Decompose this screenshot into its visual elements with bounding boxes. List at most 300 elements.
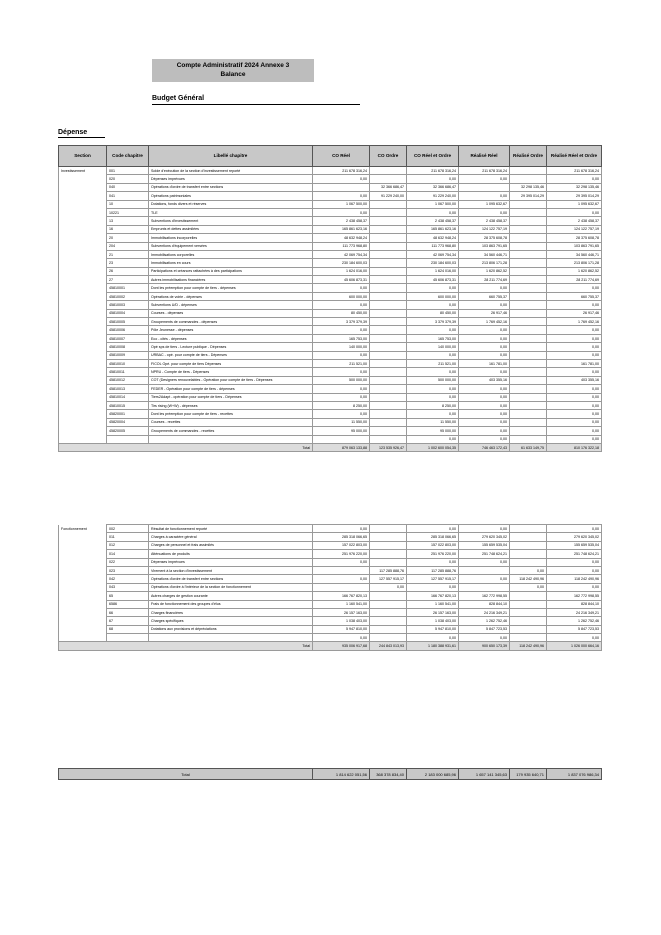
chapter-label-cell: Groupements de commandes - recettes [149,427,313,435]
chapter-code-cell: 023 [107,566,149,574]
amount-cell: 0,00 [459,410,510,418]
amount-cell: 166 767 820,13 [313,592,370,600]
amount-cell: 828 844,10 [547,600,602,608]
section-cell [59,292,107,300]
section-cell [59,343,107,351]
amount-cell: 0,00 [407,284,459,292]
header-cell: Section [59,146,107,167]
amount-cell: 1 095 632,67 [547,200,602,208]
chapter-label-cell: Autres immobilisations financières [149,276,313,284]
table-row [59,401,602,409]
total-row [59,642,602,650]
amount-cell [370,410,407,418]
amount-cell: 2 438 458,37 [459,217,510,225]
amount-cell: 211 521,00 [407,359,459,367]
table-row [59,525,602,533]
amount-cell: 0,00 [407,410,459,418]
amount-cell [510,200,547,208]
investissement-table [58,145,602,452]
chapter-code-cell: 21 [107,250,149,258]
amount-cell: 279 620 345,02 [547,533,602,541]
section-cell [59,558,107,566]
amount-cell: 0,00 [547,284,602,292]
amount-cell: 0,00 [547,401,602,409]
table-row [59,267,602,275]
grand-total-table [58,768,602,780]
chapter-label-cell: Frais de fonctionnement des groupes d'élus [149,600,313,608]
amount-cell [510,393,547,401]
amount-cell: 0,00 [547,301,602,309]
amount-cell [510,385,547,393]
amount-cell: 11 550,00 [407,418,459,426]
amount-cell: 0,00 [547,410,602,418]
table-row [59,410,602,418]
chapter-code-cell: 043 [107,583,149,591]
amount-cell: 600 000,00 [407,292,459,300]
chapter-label-cell: Immobilisations corporelles [149,250,313,258]
amount-cell: 0,00 [407,634,459,642]
chapter-label-cell [149,634,313,642]
amount-cell [370,318,407,326]
amount-cell [370,208,407,216]
amount-cell: 0,00 [313,326,370,334]
section-cell [59,435,107,443]
amount-cell: 1 067 500,00 [313,200,370,208]
amount-cell: 0,00 [407,435,459,443]
amount-cell: 0,00 [459,208,510,216]
amount-cell: 0,00 [313,575,370,583]
amount-cell: 0,00 [510,583,547,591]
table-row [59,326,602,334]
amount-cell: 0,00 [547,326,602,334]
amount-cell: 403 355,16 [459,376,510,384]
amount-cell: 48 632 948,24 [407,234,459,242]
table-row [59,200,602,208]
section-cell: Investissement [59,167,107,175]
amount-cell: 0,00 [547,175,602,183]
amount-cell [313,183,370,191]
amount-cell: 0,00 [547,427,602,435]
amount-cell: 0,00 [459,435,510,443]
amount-cell [370,608,407,616]
chapter-label-cell: Solde d'exécution de la section d'investissement reporté [149,167,313,175]
amount-cell [510,376,547,384]
amount-cell: 213 806 171,28 [459,259,510,267]
chapter-code-cell: 45810003 [107,301,149,309]
report-title-box [152,59,314,82]
amount-cell: 2 438 458,37 [313,217,370,225]
amount-cell [370,326,407,334]
chapter-code-cell: 011 [107,533,149,541]
amount-cell: 91 229 240,00 [407,192,459,200]
table-row [59,234,602,242]
amount-cell [510,250,547,258]
amount-cell [510,410,547,418]
chapter-code-cell: 45810001 [107,284,149,292]
amount-cell: 0,00 [459,326,510,334]
chapter-label-cell: Dotations aux provisions et dépréciations [149,625,313,633]
amount-cell: 211 521,00 [313,359,370,367]
amount-cell [370,385,407,393]
amount-cell [510,351,547,359]
amount-cell: 45 606 873,31 [313,276,370,284]
section-cell [59,376,107,384]
chapter-label-cell: Courses - dépenses [149,309,313,317]
chapter-label-cell: Charges de personnel et frais assimilés [149,541,313,549]
header-cell: Code chapitre [107,146,149,167]
amount-cell: 0,00 [547,343,602,351]
chapter-code-cell: 020 [107,175,149,183]
amount-cell: 660 755,37 [459,292,510,300]
amount-cell: 1 620 862,52 [547,267,602,275]
table-row [59,541,602,549]
amount-cell: 42 069 754,34 [313,250,370,258]
amount-cell [510,167,547,175]
amount-cell: 0,00 [313,351,370,359]
section-cell [59,351,107,359]
amount-cell: 0,00 [407,583,459,591]
amount-cell: 11 550,00 [313,418,370,426]
amount-cell: 111 773 968,80 [407,242,459,250]
amount-cell: 0,00 [459,418,510,426]
chapter-label-cell: Courses - recettes [149,418,313,426]
amount-cell: 118 242 490,96 [510,575,547,583]
table-row [59,385,602,393]
total-cell: 244 843 013,93 [370,642,407,650]
amount-cell [370,427,407,435]
amount-cell: 1 620 862,52 [459,267,510,275]
chapter-code-cell: 204 [107,242,149,250]
total-cell: 1 180 388 931,61 [407,642,459,650]
chapter-label-cell: Dont les préemption pour compte de tiers - recettes [149,410,313,418]
amount-cell: 24 216 349,21 [459,608,510,616]
amount-cell [510,175,547,183]
table-row [59,276,602,284]
amount-cell [510,550,547,558]
chapter-label-cell: FEDER - Opération pour compte de tiers - dépenses [149,385,313,393]
amount-cell: 5 847 723,53 [547,625,602,633]
report-title-line2: Balance [220,71,246,78]
amount-cell: 0,00 [459,175,510,183]
amount-cell [510,359,547,367]
chapter-label-cell: Immobilisations en cours [149,259,313,267]
amount-cell [370,541,407,549]
amount-cell: 1 160 541,00 [407,600,459,608]
chapter-code-cell: 13 [107,217,149,225]
amount-cell: 103 863 791,65 [547,242,602,250]
chapter-label-cell: Opérations d'ordre de transfert entre sections [149,183,313,191]
amount-cell: 155 659 535,04 [547,541,602,549]
amount-cell [510,276,547,284]
amount-cell: 28 211 774,69 [547,276,602,284]
amount-cell [370,276,407,284]
report-title: Compte Administratif 2024 Annexe 3 [176,62,290,69]
section-cell [59,242,107,250]
total-cell: 1 002 600 054,35 [407,443,459,451]
amount-cell: 29 395 014,29 [547,192,602,200]
amount-cell [510,259,547,267]
amount-cell: 0,00 [313,208,370,216]
amount-cell: 2 438 458,37 [547,217,602,225]
chapter-code-cell: 014 [107,550,149,558]
amount-cell: 1 067 500,00 [407,200,459,208]
amount-cell: 251 748 624,21 [459,550,510,558]
amount-cell: 0,00 [313,368,370,376]
amount-cell: 1 095 632,67 [459,200,510,208]
chapter-code-cell: 45810015 [107,401,149,409]
section-cell [59,427,107,435]
chapter-code-cell: 45810004 [107,309,149,317]
section-cell [59,385,107,393]
grand-total-cell: 368 378 834,40 [370,769,407,780]
amount-cell: 140 000,00 [313,343,370,351]
amount-cell: 2 438 458,37 [407,217,459,225]
amount-cell: 0,00 [459,634,510,642]
amount-cell: 0,00 [459,343,510,351]
amount-cell: 600 000,00 [313,292,370,300]
table-row [59,625,602,633]
amount-cell: 0,00 [459,393,510,401]
section-cell [59,533,107,541]
amount-cell [370,359,407,367]
chapter-label-cell: Emprunts et dettes assimilées [149,225,313,233]
amount-cell [510,592,547,600]
amount-cell [510,427,547,435]
table-row [59,583,602,591]
amount-cell: 0,00 [459,401,510,409]
chapter-code-cell: 45810006 [107,326,149,334]
chapter-code-cell: 27 [107,276,149,284]
amount-cell: 3 379 379,39 [407,318,459,326]
amount-cell: 0,00 [407,175,459,183]
amount-cell [510,600,547,608]
table-row [59,242,602,250]
amount-cell [510,343,547,351]
table-row [59,301,602,309]
chapter-label-cell: Dotations, fonds divers et réserves [149,200,313,208]
section-cell [59,175,107,183]
amount-cell: 0,00 [313,385,370,393]
total-cell: 900 650 173,39 [459,642,510,650]
amount-cell: 161 781,00 [459,359,510,367]
amount-cell: 211 678 316,24 [547,167,602,175]
amount-cell: 1 262 752,46 [547,617,602,625]
chapter-label-cell: Pôle Jeunesse - dépenses [149,326,313,334]
amount-cell: 500 000,00 [313,376,370,384]
amount-cell: 0,00 [547,525,602,533]
amount-cell [313,566,370,574]
amount-cell: 80 450,00 [313,309,370,317]
total-row [59,443,602,451]
amount-cell: 165 861 623,16 [313,225,370,233]
chapter-label-cell: FICOL Opé. pour compte de tiers Dépenses [149,359,313,367]
header-cell: Libellé chapitre [149,146,313,167]
amount-cell: 251 976 220,00 [407,550,459,558]
amount-cell: 165 753,00 [407,334,459,342]
chapter-code-cell: 45810005 [107,318,149,326]
section-cell [59,541,107,549]
amount-cell [510,418,547,426]
table-row [59,351,602,359]
section-cell [59,200,107,208]
amount-cell: 117 285 888,76 [370,566,407,574]
section-cell [59,192,107,200]
chapter-label-cell: Opé sps de tiers - Lecture publique - Dépenses [149,343,313,351]
chapter-label-cell: Opérations d'ordre de transfert entre sections [149,575,313,583]
amount-cell [370,401,407,409]
amount-cell: 0,00 [313,175,370,183]
amount-cell: 165 861 623,16 [407,225,459,233]
table-row [59,592,602,600]
chapter-code-cell: 040 [107,183,149,191]
amount-cell [370,217,407,225]
amount-cell: 0,00 [547,634,602,642]
table-row [59,558,602,566]
amount-cell [510,525,547,533]
table-row [59,334,602,342]
amount-cell [370,533,407,541]
amount-cell: 0,00 [459,334,510,342]
chapter-code-cell: 45810002 [107,292,149,300]
amount-cell: 1 769 452,16 [459,318,510,326]
amount-cell [510,435,547,443]
amount-cell: 5 947 810,00 [407,625,459,633]
total-cell: 1 026 000 664,16 [547,642,602,650]
section-cell [59,634,107,642]
grand-total-label: Total [59,769,313,780]
amount-cell: 0,00 [459,351,510,359]
amount-cell [510,301,547,309]
chapter-code-cell: 65 [107,592,149,600]
amount-cell: 0,00 [547,368,602,376]
section-cell [59,368,107,376]
table-row [59,575,602,583]
amount-cell [510,558,547,566]
grand-total-cell: 179 935 640,71 [510,769,547,780]
section-cell [59,583,107,591]
amount-cell: 0,00 [547,208,602,216]
amount-cell [510,208,547,216]
amount-cell [370,250,407,258]
header-cell: Réalisé Réel [459,146,510,167]
amount-cell: 1 624 016,00 [407,267,459,275]
section-cell: Fonctionnement [59,525,107,533]
amount-cell [510,225,547,233]
amount-cell [370,592,407,600]
amount-cell: 211 678 316,24 [407,167,459,175]
chapter-code-cell: 45810007 [107,334,149,342]
amount-cell [510,541,547,549]
amount-cell [370,334,407,342]
total-cell: 61 633 149,75 [510,443,547,451]
amount-cell [370,292,407,300]
chapter-code-cell: 45820005 [107,427,149,435]
amount-cell: 0,00 [547,393,602,401]
amount-cell [370,267,407,275]
table-row [59,225,602,233]
section-cell [59,592,107,600]
amount-cell: 1 769 452,16 [547,318,602,326]
amount-cell: 0,00 [313,284,370,292]
amount-cell: 5 847 723,53 [459,625,510,633]
chapter-code-cell: 20 [107,234,149,242]
chapter-code-cell: 10 [107,200,149,208]
amount-cell: 165 753,00 [313,334,370,342]
amount-cell: 95 000,00 [407,427,459,435]
grand-total-cell: 1 657 141 345,63 [459,769,510,780]
amount-cell: 3 379 379,39 [313,318,370,326]
amount-cell: 230 184 600,03 [313,259,370,267]
chapter-label-cell: Autres charges de gestion courante [149,592,313,600]
amount-cell: 103 863 791,65 [459,242,510,250]
amount-cell: 0,00 [407,393,459,401]
amount-cell: 0,00 [547,583,602,591]
amount-cell: 80 450,00 [407,309,459,317]
table-row [59,292,602,300]
chapter-label-cell: Atténuations de produits [149,550,313,558]
amount-cell [370,234,407,242]
amount-cell [459,566,510,574]
amount-cell: 0,00 [407,525,459,533]
amount-cell: 285 318 066,65 [407,533,459,541]
section-heading: Dépense [58,129,105,138]
amount-cell: 211 678 316,24 [313,167,370,175]
chapter-code-cell: 001 [107,167,149,175]
amount-cell: 26 917,46 [547,309,602,317]
grand-total-cell: 1 814 622 051,56 [313,769,370,780]
chapter-label-cell: Tirs rising (W+W) - dépenses [149,401,313,409]
section-cell [59,301,107,309]
amount-cell: 0,00 [459,301,510,309]
chapter-code-cell: 002 [107,525,149,533]
amount-cell: 42 069 754,34 [407,250,459,258]
table-row [59,550,602,558]
amount-cell: 124 122 757,19 [547,225,602,233]
budget-heading: Budget Général [152,95,360,105]
chapter-code-cell: 042 [107,575,149,583]
amount-cell: 0,00 [547,558,602,566]
amount-cell: 95 000,00 [313,427,370,435]
chapter-code-cell: 45810012 [107,376,149,384]
grand-total-row [59,769,602,780]
amount-cell: 1 262 752,46 [459,617,510,625]
table-row [59,309,602,317]
amount-cell: 828 844,10 [459,600,510,608]
chapter-label-cell [149,435,313,443]
amount-cell: 162 772 998,55 [459,592,510,600]
amount-cell: 26 917,46 [459,309,510,317]
amount-cell: 0,00 [407,208,459,216]
amount-cell [370,200,407,208]
section-cell [59,225,107,233]
amount-cell: 48 632 948,24 [313,234,370,242]
amount-cell [510,401,547,409]
chapter-code-cell [107,634,149,642]
amount-cell: 0,00 [407,558,459,566]
amount-cell: 0,00 [313,558,370,566]
amount-cell: 285 318 066,65 [313,533,370,541]
total-cell: 935 006 917,68 [313,642,370,650]
grand-total-cell: 2 183 000 685,96 [407,769,459,780]
table-row [59,533,602,541]
amount-cell [510,634,547,642]
table-row [59,318,602,326]
total-cell: 810 176 322,18 [547,443,602,451]
amount-cell: 0,00 [313,301,370,309]
table-row [59,183,602,191]
chapter-label-cell: Groupements de commandes - dépenses [149,318,313,326]
chapter-label-cell: Opérations patrimoniales [149,192,313,200]
